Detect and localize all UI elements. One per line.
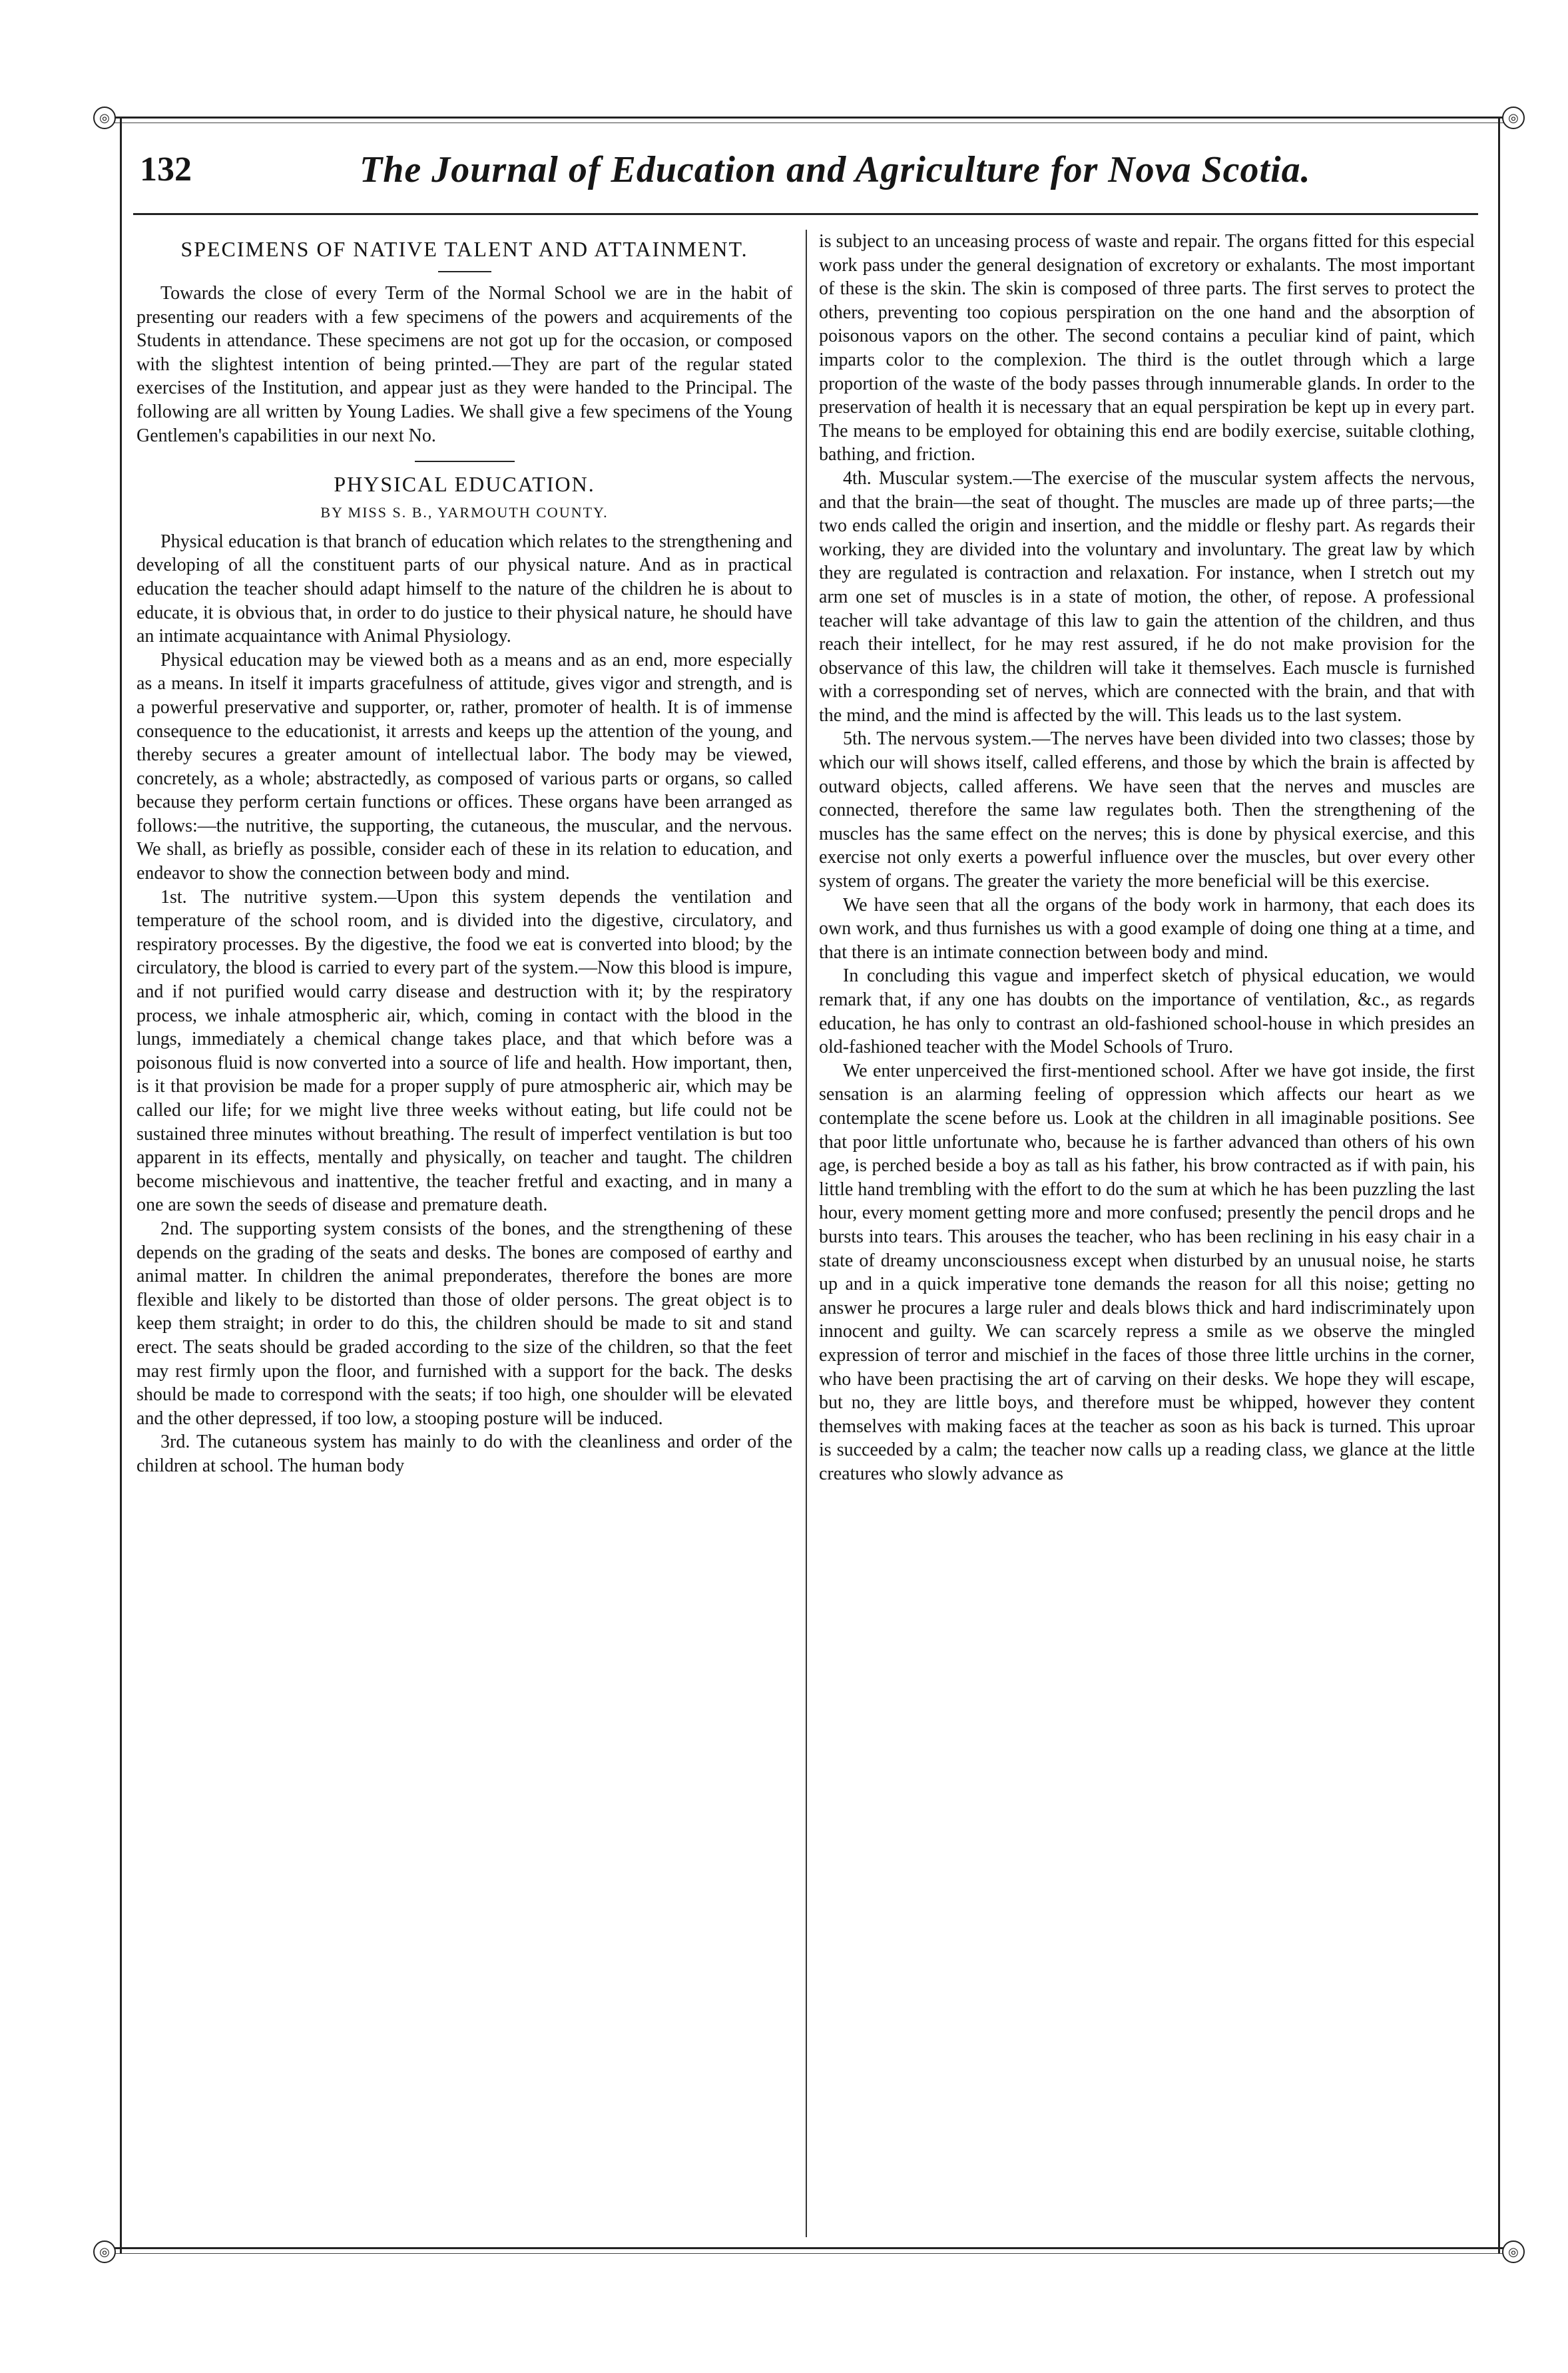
- page-header: [133, 143, 1478, 203]
- page-number: 132: [140, 150, 192, 188]
- divider: [438, 271, 491, 272]
- paragraph: 2nd. The supporting system consists of the bones, and the strengthening of these depends on the grading of the seats and desks. The bones are composed of earthy and animal matter. In children the animal preponderates, therefore the bones are more flexible and likely to be distorted than those of older persons. The great object is to keep them straight; in order to do this, the children should be made to sit and stand erect. The seats should be graded according to the size of the children, so that the feet may rest firmly upon the floor, and furnished with a support for the back. The desks should be made to correspond with the seats; if too high, one shoulder will be elevated and the other depressed, if too low, a stooping posture will be induced.: [136, 1218, 792, 1429]
- bottom-border: [100, 2247, 1515, 2249]
- corner-ornament-icon: ◎: [93, 107, 116, 129]
- paragraph: 1st. The nutritive system.—Upon this system depends the ventilation and temperature of the school room, and is divided into the digestive, circulatory, and respiratory processes. By the digestive, the food we eat is converted into blood; by the circulatory, the blood is carried to every part of the system.—Now this blood is impure, and if not purified would carry disease and destruction with it; by the respiratory process, we inhale atmospheric air, which, coming in contact with the blood in the lungs, immediately a chemical change takes place, and that which before was a poisonous fluid is now converted into a source of life and health. How important, then, is it that provision be made for a proper supply of pure atmospheric air, which may be called our life; for we might live three weeks without eating, but life could not be sustained three minutes without breathing. The result of imperfect ventilation is but too apparent in its effects, mentally and physically, on teacher and taught. The children become mischievous and inattentive, the teacher fretful and exacting, and in many a one are sown the seeds of disease and premature death.: [136, 886, 792, 1216]
- header-rule: [133, 213, 1478, 215]
- intro-paragraph: Towards the close of every Term of the Normal School we are in the habit of presenting our readers with a few specimens of the powers and acquirements of the Students in attendance. These specimens are not got up for the occasion, or composed with the slightest intention of being printed.—They are part of the regular stated exercises of the Institution, and appear just as they were handed to the Principal. The following are all written by Young Ladies. We shall give a few specimens of the Young Gentlemen's capabilities in our next No.: [136, 283, 792, 446]
- paragraph: Physical education may be viewed both as a means and as an end, more especially as a means. In itself it imparts gracefulness of attitude, gives vigor and strength, and is a powerful preservative and supporter, or, rather, promoter of health. It is of immense consequence to the educationist, it arrests and keeps up the attention of the young, and thereby secures a greater amount of intellectual labor. The body may be viewed, concretely, as a whole; abstractedly, as composed of various parts or organs, so called because they perform certain functions or offices. These organs have been arranged as follows:—the nutritive, the supporting, the cutaneous, the muscular, and the nervous. We shall, as briefly as possible, consider each of these in its relation to education, and endeavor to show the connection between body and mind.: [136, 649, 792, 884]
- paragraph: In concluding this vague and imperfect sketch of physical education, we would remark that, if any one has doubts on the importance of ventilation, &c., as regards education, he has only to contrast an old-fashioned school-house in which presides an old-fashioned teacher with the Model Schools of Truro.: [819, 965, 1475, 1058]
- corner-ornament-icon: ◎: [1502, 2241, 1525, 2263]
- paragraph: Physical education is that branch of education which relates to the strengthening and developing of all the constituent parts of our physical nature. And as in practical education the teacher should adapt himself to the nature of the children he is about to educate, it is obvious that, in order to do justice to their physical nature, he should have an intimate acquaintance with Animal Physiology.: [136, 531, 792, 647]
- paragraph: 4th. Muscular system.—The exercise of the muscular system affects the nervous, and that the brain—the seat of thought. The muscles are made up of three parts;—the two ends called the origin and insertion, and the middle or fleshy part. As regards their working, they are divided into the voluntary and involuntary. The great law by which they are regulated is contraction and relaxation. For instance, when I stretch out my arm one set of muscles is in a state of motion, the other, of repose. A professional teacher will take advantage of this law to gain the attention of the children, and thus reach their intellect, for he may rest assured, if he do not make provision for the observance of this law, the children will take it themselves. Each muscle is furnished with a corresponding set of nerves, which are connected with the brain, and that with the mind, and the mind is affected by the will. This leads us to the last system.: [819, 467, 1475, 726]
- paragraph: 5th. The nervous system.—The nerves have been divided into two classes; those by which our will shows itself, called efferens, and those by which the brain is affected by outward objects, called afferens. We have seen that the nerves and muscles are connected, therefore the same law regulates both. Then the strengthening of the muscles has the same effect on the nerves; this is done by physical exercise, and this exercise not only exerts a powerful influence over the muscles, but over every other system of organs. The greater the variety the more beneficial will be this exercise.: [819, 728, 1475, 892]
- paragraph: is subject to an unceasing process of waste and repair. The organs fitted for this especial work pass under the general designation of excretory or exhalants. The most important of these is the skin. The skin is composed of three parts. The first serves to protect the others, preventing too copious perspiration on the one hand and the absorption of poisonous vapors on the other. The second contains a peculiar kind of paint, which imparts color to the complexion. The third is the outlet through which a large proportion of the waste of the body passes through innumerable glands. In order to the preservation of health it is necessary that an equal perspiration be kept up in every part. The means to be employed for obtaining this end are bodily exercise, suitable clothing, bathing, and friction.: [819, 231, 1475, 465]
- paragraph: We have seen that all the organs of the body work in harmony, that each does its own work, and thus furnishes us with a good example of doing one thing at a time, and that there is an intimate connection between body and mind.: [819, 894, 1475, 963]
- left-border: [120, 117, 122, 2254]
- divider: [415, 461, 515, 462]
- article-title: PHYSICAL EDUCATION.: [334, 472, 595, 497]
- left-column: [136, 230, 792, 2241]
- journal-title: The Journal of Education and Agriculture for Nova Scotia.: [360, 149, 1311, 190]
- right-border: [1498, 117, 1500, 2254]
- paragraph: 3rd. The cutaneous system has mainly to do with the cleanliness and order of the children at school. The human body: [136, 1432, 792, 1476]
- bottom-border-inner: [100, 2253, 1515, 2254]
- column-divider: [806, 230, 807, 2237]
- top-border: [100, 117, 1515, 119]
- byline: BY MISS S. B., YARMOUTH COUNTY.: [320, 504, 609, 521]
- right-column: [819, 230, 1475, 2241]
- corner-ornament-icon: ◎: [1502, 107, 1525, 129]
- section-heading-specimens: SPECIMENS OF NATIVE TALENT AND ATTAINMENT.: [180, 237, 748, 261]
- paragraph: We enter unperceived the first-mentioned school. After we have got inside, the first sensation is an alarming feeling of oppression which affects our heart as we contemplate the scene before us. Look at the children in all imaginable positions. See that poor little unfortunate who, because he is farther advanced than others of his own age, is perched beside a boy as tall as his father, his brow contracted as if with pain, his little hand trembling with the effort to do the sum at which he has been puzzling the last hour, every moment getting more and more confused; presently the pencil drops and he bursts into tears. This arouses the teacher, who has been reclining in his easy chair in a state of dreamy unconsciousness except when disturbed by an unusual noise, he starts up and in a quick imperative tone demands the reason for all this noise; getting no answer he procures a large ruler and deals blows thick and hard indiscriminately upon innocent and guilty. We can scarcely repress a smile as we observe the mingled expression of terror and mischief in the faces of those three little urchins in the corner, who have been practising the art of carving on their desks. We hope they will escape, but no, they are little boys, and therefore must be whipped, however they content themselves with making faces at the teacher as soon as his back is turned. This uproar is succeeded by a calm; the teacher now calls up a reading class, we glance at the little creatures who slowly advance as: [819, 1060, 1475, 1484]
- corner-ornament-icon: ◎: [93, 2241, 116, 2263]
